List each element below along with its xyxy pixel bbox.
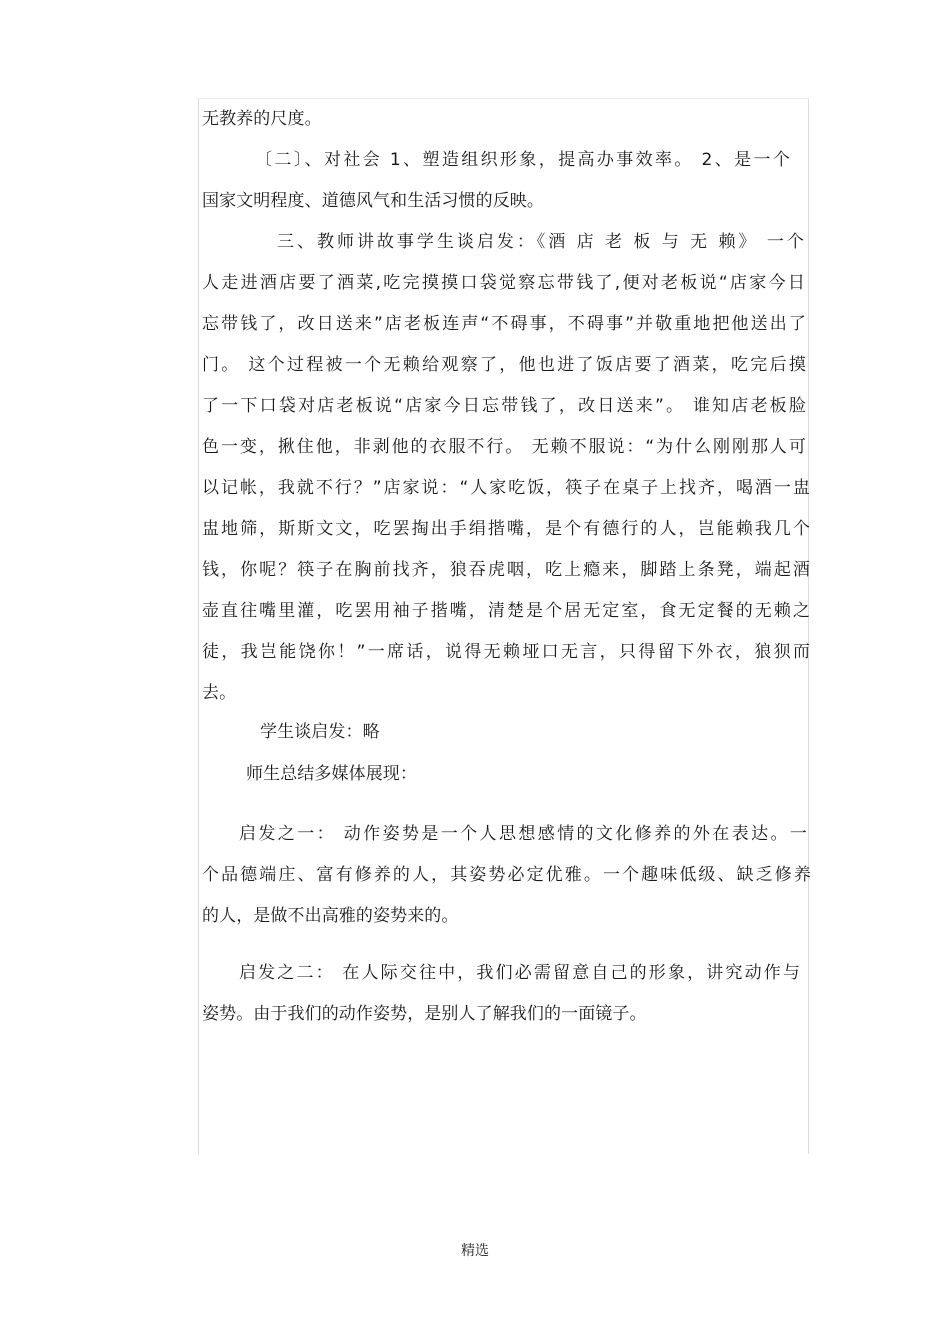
body-line: 徒，我岂能饶你！”一席话，说得无赖垭口无言，只得留下外衣，狼狈而 — [202, 642, 810, 662]
body-line: 国家文明程度、道德风气和生活习惯的反映。 — [202, 191, 544, 211]
body-line: 无教养的尺度。 — [202, 109, 322, 129]
body-line: 门。 这个过程被一个无赖给观察了，他也进了饭店要了酒菜，吃完后摸 — [202, 355, 806, 375]
page-footer: 精选 — [461, 1243, 489, 1259]
body-line: 去。 — [202, 683, 237, 703]
body-line: 姿势。由于我们的动作姿势，是别人了解我们的一面镜子。 — [202, 1004, 647, 1024]
body-line: 人走进酒店要了酒菜,吃完摸摸口袋觉察忘带钱了,便对老板说“店家今日 — [202, 273, 805, 293]
body-line: 钱，你呢？筷子在胸前找齐，狼吞虎咽，吃上瘾来，脚踏上条凳，端起酒 — [202, 560, 810, 580]
body-line: 个品德端庄、富有修养的人，其姿势必定优雅。一个趣味低级、缺乏修养 — [202, 865, 811, 885]
body-line: 启发之一： 动作姿势是一个人思想感情的文化修养的外在表达。一 — [239, 824, 807, 844]
body-line: 以记帐，我就不行？”店家说：“人家吃饭，筷子在桌子上找齐，喝酒一盅 — [202, 478, 810, 498]
body-line: 〔二〕、对社会 1、塑造组织形象，提高办事效率。 2、是一个 — [255, 150, 790, 170]
body-line: 师生总结多媒体展现： — [246, 764, 417, 784]
body-line: 学生谈启发：略 — [260, 722, 380, 742]
page-frame — [198, 98, 809, 1154]
body-line: 盅地筛，斯斯文文，吃罢掏出手绢揩嘴，是个有德行的人，岂能赖我几个 — [202, 519, 810, 539]
body-line: 启发之二： 在人际交往中，我们必需留意自己的形象，讲究动作与 — [239, 963, 800, 983]
body-line: 了一下口袋对店老板说“店家今日忘带钱了，改日送来”。 谁知店老板脸 — [202, 396, 806, 416]
body-line: 色一变，揪住他，非剥他的衣服不行。 无赖不服说：“为什么刚刚那人可 — [202, 437, 806, 457]
body-line: 的人，是做不出高雅的姿势来的。 — [202, 906, 459, 926]
body-line: 忘带钱了，改日送来”店老板连声“不碍事，不碍事”并敬重地把他送出了 — [202, 314, 806, 334]
body-line: 三、教师讲故事学生谈启发：《酒 店 老 板 与 无 赖》 一个 — [277, 232, 804, 252]
body-line: 壶直往嘴里灌，吃罢用袖子揩嘴，清楚是个居无定室，食无定餐的无赖之 — [202, 601, 810, 621]
